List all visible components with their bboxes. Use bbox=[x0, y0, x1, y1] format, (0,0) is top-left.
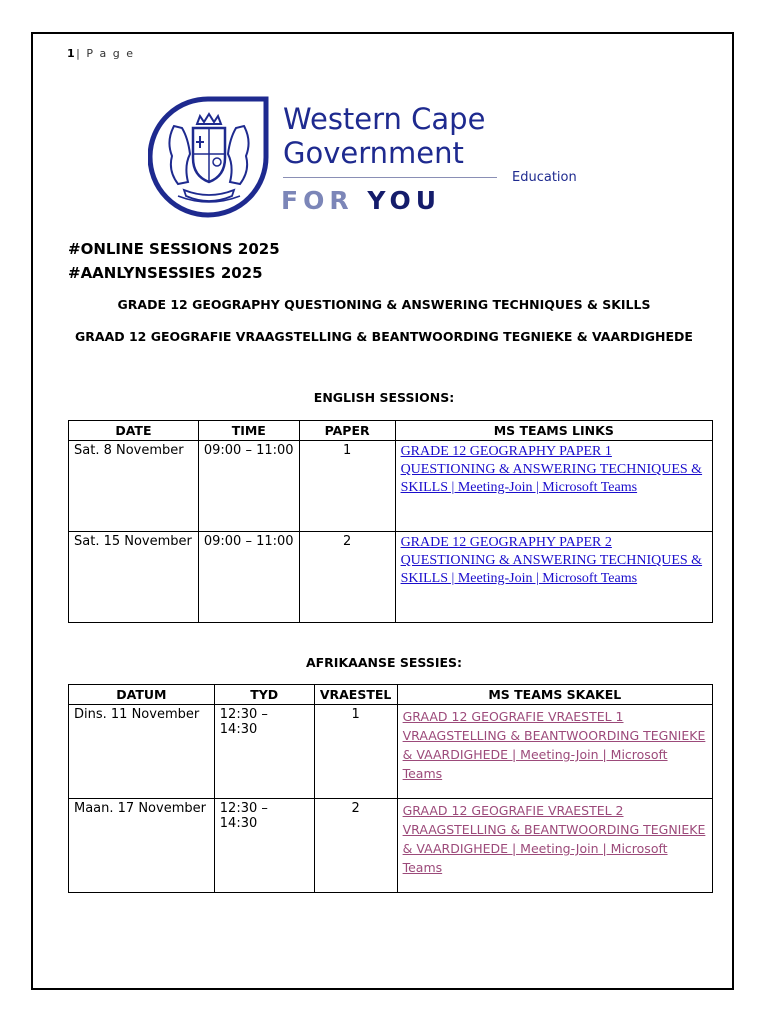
col-date: DATE bbox=[69, 421, 199, 441]
cell-date: Maan. 17 November bbox=[69, 799, 215, 893]
col-time: TIME bbox=[198, 421, 299, 441]
col-vraestel: VRAESTEL bbox=[314, 685, 397, 705]
heading-online-sessions: #ONLINE SESSIONS 2025 bbox=[68, 240, 280, 258]
logo-line-western-cape: Western Cape bbox=[283, 102, 486, 136]
teams-link-vraestel-2[interactable]: GRAAD 12 GEOGRAFIE VRAESTEL 2 VRAAGSTELLING & BEANTWOORDING TEGNIEKE & VAARDIGHEDE | Meeting-Join | Microsoft Teams bbox=[402, 803, 706, 875]
cell-link bbox=[395, 441, 712, 532]
cell-link bbox=[395, 532, 712, 623]
table-header-row bbox=[69, 685, 713, 705]
table-row bbox=[69, 705, 713, 799]
logo-tagline: FOR YOU bbox=[281, 186, 442, 215]
cell-date: Sat. 15 November bbox=[69, 532, 199, 623]
cell-time: 12:30 – 14:30 bbox=[214, 799, 314, 893]
table-row bbox=[69, 532, 713, 623]
col-tyd: TYD bbox=[214, 685, 314, 705]
afrikaans-sessions-heading: AFRIKAANSE SESSIES: bbox=[305, 655, 463, 670]
col-links: MS TEAMS LINKS bbox=[395, 421, 712, 441]
teams-link-paper-2[interactable]: GRADE 12 GEOGRAPHY PAPER 2 QUESTIONING & ANSWERING TECHNIQUES & SKILLS | Meeting-Join | Microsoft Teams bbox=[400, 535, 703, 586]
cell-paper: 1 bbox=[299, 441, 395, 532]
crest-logo bbox=[148, 96, 270, 222]
cell-date: Dins. 11 November bbox=[69, 705, 215, 799]
logo-department: Education bbox=[512, 170, 577, 185]
page-number: 1| P a g e bbox=[67, 47, 135, 60]
logo-line-government: Government bbox=[283, 136, 464, 170]
cell-time: 09:00 – 11:00 bbox=[198, 441, 299, 532]
teams-link-paper-1[interactable]: GRADE 12 GEOGRAPHY PAPER 1 QUESTIONING & ANSWERING TECHNIQUES & SKILLS | Meeting-Join | Microsoft Teams bbox=[400, 444, 703, 495]
cell-paper: 2 bbox=[299, 532, 395, 623]
afrikaans-sessions-table bbox=[68, 684, 713, 893]
cell-link bbox=[397, 705, 712, 799]
subtitle-english: GRADE 12 GEOGRAPHY QUESTIONING & ANSWERING TECHNIQUES & SKILLS bbox=[117, 297, 651, 312]
cell-paper: 2 bbox=[314, 799, 397, 893]
cell-link bbox=[397, 799, 712, 893]
col-skakel: MS TEAMS SKAKEL bbox=[397, 685, 712, 705]
english-sessions-table bbox=[68, 420, 713, 623]
teams-link-vraestel-1[interactable]: GRAAD 12 GEOGRAFIE VRAESTEL 1 VRAAGSTELLING & BEANTWOORDING TEGNIEKE & VAARDIGHEDE | Meeting-Join | Microsoft Teams bbox=[402, 709, 706, 781]
table-row bbox=[69, 441, 713, 532]
logo-wordmark bbox=[283, 102, 485, 170]
col-datum: DATUM bbox=[69, 685, 215, 705]
cell-paper: 1 bbox=[314, 705, 397, 799]
cell-date: Sat. 8 November bbox=[69, 441, 199, 532]
logo-divider bbox=[283, 177, 497, 178]
english-sessions-heading: ENGLISH SESSIONS: bbox=[313, 390, 455, 405]
heading-aanlynsessies: #AANLYNSESSIES 2025 bbox=[68, 264, 263, 282]
subtitle-afrikaans: GRAAD 12 GEOGRAFIE VRAAGSTELLING & BEANTWOORDING TEGNIEKE & VAARDIGHEDE bbox=[75, 329, 693, 344]
col-paper: PAPER bbox=[299, 421, 395, 441]
cell-time: 12:30 – 14:30 bbox=[214, 705, 314, 799]
cell-time: 09:00 – 11:00 bbox=[198, 532, 299, 623]
table-row bbox=[69, 799, 713, 893]
table-header-row bbox=[69, 421, 713, 441]
